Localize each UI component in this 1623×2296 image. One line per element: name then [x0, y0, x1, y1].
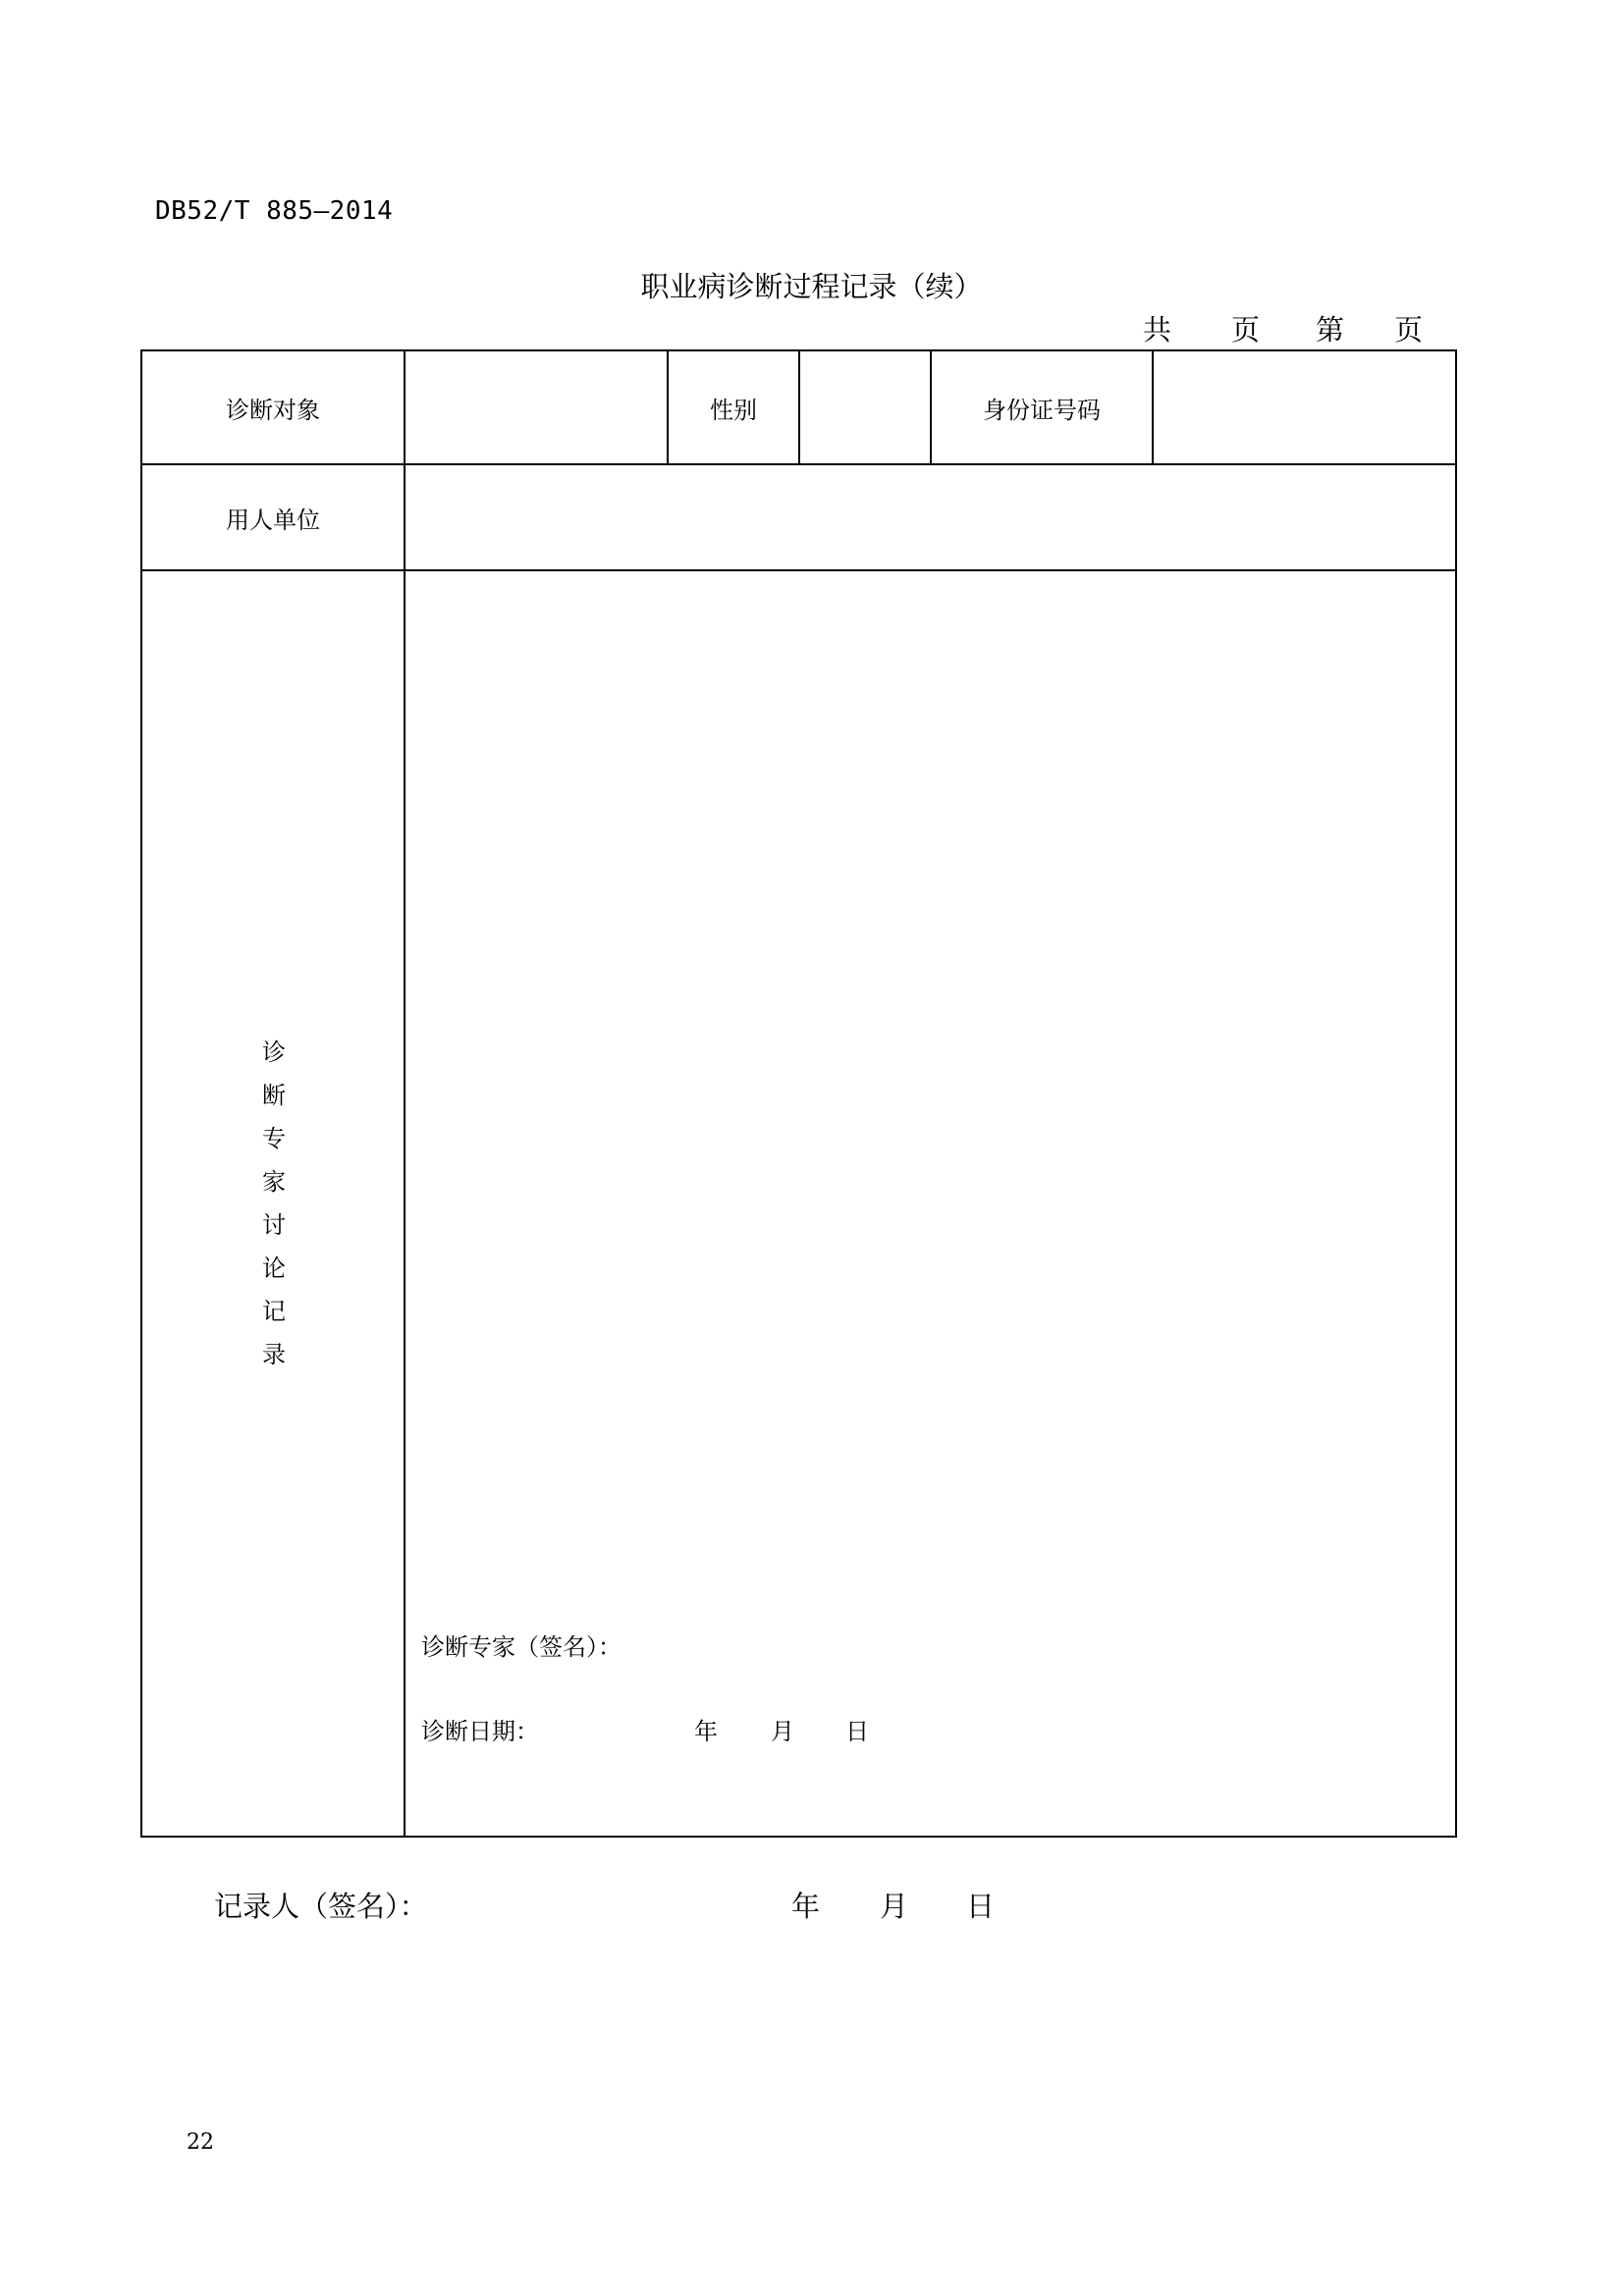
diagnosis-date-year: 年 — [694, 1718, 718, 1745]
form-title: 职业病诊断过程记录（续） — [640, 270, 983, 303]
page-counter-current-unit: 页 — [1394, 313, 1424, 347]
diagnosis-date-day: 日 — [845, 1718, 869, 1745]
employer-field[interactable] — [406, 465, 1455, 569]
recorder-signature-label: 记录人（签名）： — [214, 1890, 428, 1923]
discussion-label-char: 家 — [262, 1168, 286, 1196]
expert-discussion-field[interactable] — [406, 571, 1455, 1612]
standard-code: DB52/T 885—2014 — [155, 196, 394, 226]
recorder-date-year: 年 — [791, 1890, 821, 1923]
expert-discussion-label — [142, 1031, 406, 1376]
recorder-date-day: 日 — [966, 1890, 996, 1923]
gender-label: 性别 — [710, 396, 757, 424]
page-counter-current: 第 — [1316, 313, 1345, 347]
discussion-label-char: 诊 — [262, 1039, 286, 1066]
diagnosis-date-month: 月 — [771, 1718, 794, 1745]
diagnosis-date-label: 诊断日期： — [421, 1718, 539, 1745]
discussion-label-char: 专 — [262, 1125, 286, 1152]
page-number: 22 — [187, 2130, 214, 2155]
discussion-label-char: 讨 — [262, 1211, 286, 1239]
id-number-field[interactable] — [1154, 351, 1455, 463]
expert-signature-label: 诊断专家（签名）： — [421, 1633, 622, 1661]
page-counter-total-unit: 页 — [1231, 313, 1261, 347]
page-counter-total: 共 — [1143, 313, 1172, 347]
employer-label: 用人单位 — [226, 506, 320, 534]
diagnosis-subject-field[interactable] — [406, 351, 667, 463]
record-table — [140, 349, 1457, 1838]
discussion-label-char: 论 — [262, 1255, 286, 1282]
gender-field[interactable] — [800, 351, 930, 463]
recorder-date-month: 月 — [880, 1890, 909, 1923]
id-number-label: 身份证号码 — [983, 396, 1101, 424]
diagnosis-subject-label: 诊断对象 — [226, 396, 320, 424]
discussion-label-char: 记 — [262, 1298, 286, 1325]
discussion-label-char: 断 — [262, 1082, 286, 1109]
discussion-label-char: 录 — [262, 1341, 286, 1368]
